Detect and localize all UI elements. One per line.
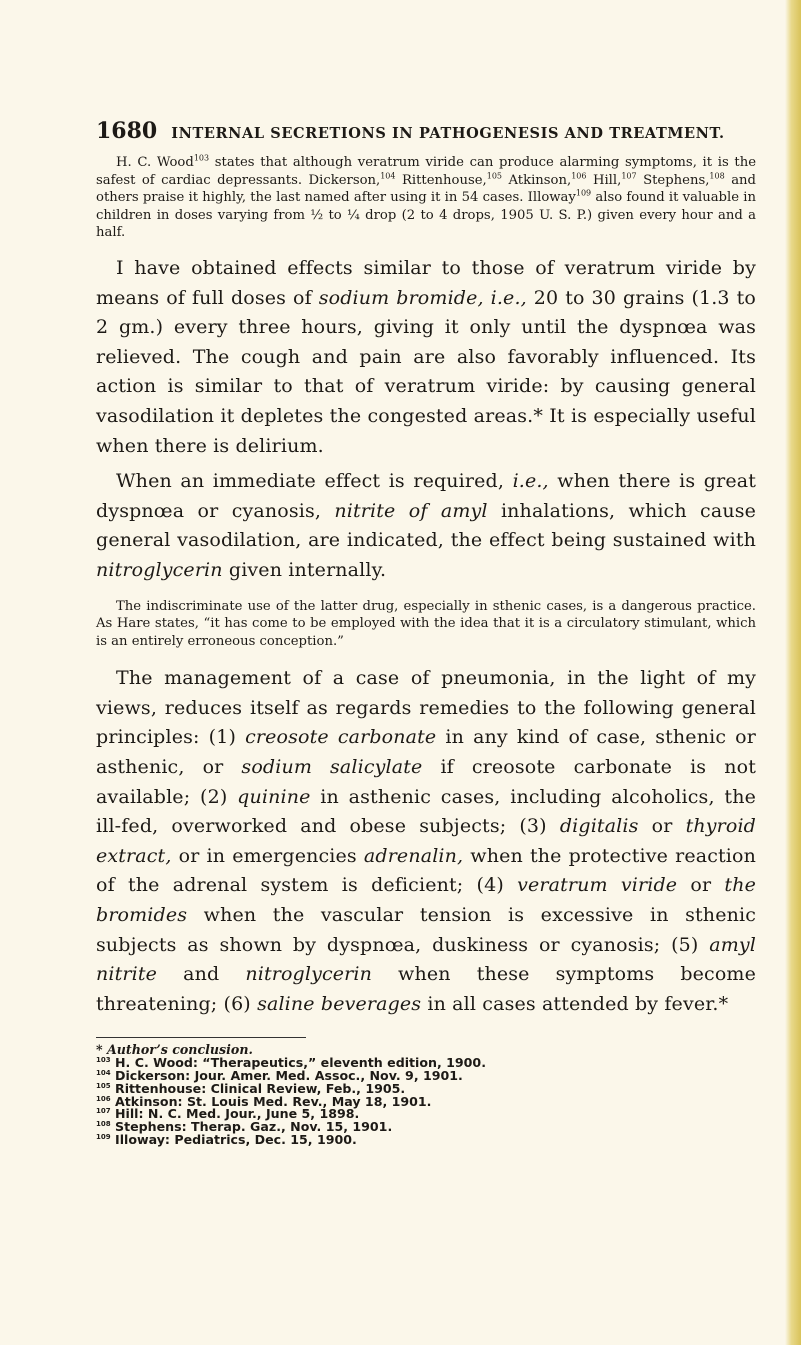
paragraph-nitrite-of-amyl: When an immediate effect is required, i.e., when there is great dyspnœa or cyanosis, nitrite of amyl inhalations, which cause general vasodilation, are indicated, the effect being sustained with nitroglycerin given internally. bbox=[96, 470, 757, 581]
footnote-divider bbox=[96, 1037, 306, 1038]
book-page bbox=[96, 118, 756, 1147]
paragraph-wood: H. C. Wood$^{103}$ states that although veratrum viride can produce alarming symptoms, it is the safest of cardiac depressants. Dickerson,$^{104}$ Rittenhouse,$^{105}$ Atkinson,$^{106}$ Hill,$^{107}$ Stephens,$^{108}$ and others praise it highly, the last named after using it in 54 cases. Illoway$^{109}$ also found it valuable in children in doses varying from ½ to ¼ drop (2 to 4 drops, 1905 U. S. P.) given every hour and a half. bbox=[96, 153, 756, 241]
paragraph-sodium-bromide: I have obtained effects similar to those of veratrum viride by means of full doses of sodium bromide, i.e., 20 to 30 grains (1.3 to 2 gm.) every three hours, giving it only until the dyspnœa was relieved. The cough and pain are also favorably influenced. Its action is similar to that of veratrum viride: by causing general vasodilation it depletes the congested areas.* It is especially useful when there is delirium. bbox=[96, 256, 756, 457]
footnote-item: $^{105}$ Rittenhouse: Clinical Review, Feb., 1905. bbox=[96, 1080, 406, 1096]
page-edge bbox=[785, 0, 801, 1345]
footnote-item: $^{109}$ Illoway: Pediatrics, Dec. 15, 1900. bbox=[96, 1131, 357, 1147]
footnote-item: $^{106}$ Atkinson: St. Louis Med. Rev., May 18, 1901. bbox=[96, 1093, 432, 1109]
footnote-author-conclusion: * Author’s conclusion. bbox=[96, 1042, 253, 1058]
footnotes bbox=[96, 1044, 756, 1146]
footnote-item: $^{103}$ H. C. Wood: “Therapeutics,” eleventh edition, 1900. bbox=[96, 1055, 486, 1071]
running-title: INTERNAL SECRETIONS IN PATHOGENESIS AND TREATMENT. bbox=[171, 125, 725, 142]
footnote-item: $^{108}$ Stephens: Therap. Gaz., Nov. 15, 1901. bbox=[96, 1119, 393, 1135]
footnote-item: $^{104}$ Dickerson: Jour. Amer. Med. Assoc., Nov. 9, 1901. bbox=[96, 1068, 463, 1083]
footnote-item: $^{107}$ Hill: N. C. Med. Jour., June 5, 1898. bbox=[96, 1106, 360, 1122]
running-header bbox=[96, 118, 756, 144]
paragraph-pneumonia-management: The management of a case of pneumonia, in the light of my views, reduces itself as regards remedies to the following general principles: (1) creosote carbonate in any kind of case, sthenic or asthenic, or sodium salicylate if creosote carbonate is not available; (2) quinine in asthenic cases, including alcoholics, the ill-fed, overworked and obese subjects; (3) digitalis or thyroid extract, or in emergencies adrenalin, when the protective reaction of the adrenal system is deficient; (4) veratrum viride or the bromides when the vascular tension is excessive in sthenic subjects as shown by dyspnœa, duskiness or cyanosis; (5) amyl nitrite and nitroglycerin when these symptoms become threatening; (6) saline beverages in all cases attended by fever.* bbox=[96, 667, 757, 1015]
page-number: 1680 bbox=[96, 118, 158, 144]
paragraph-hare-quote: The indiscriminate use of the latter drug, especially in sthenic cases, is a dangerous practice. As Hare states, “it has come to be employed with the idea that it is a circulatory stimulant, which is an entirely erroneous conception.” bbox=[96, 598, 756, 649]
